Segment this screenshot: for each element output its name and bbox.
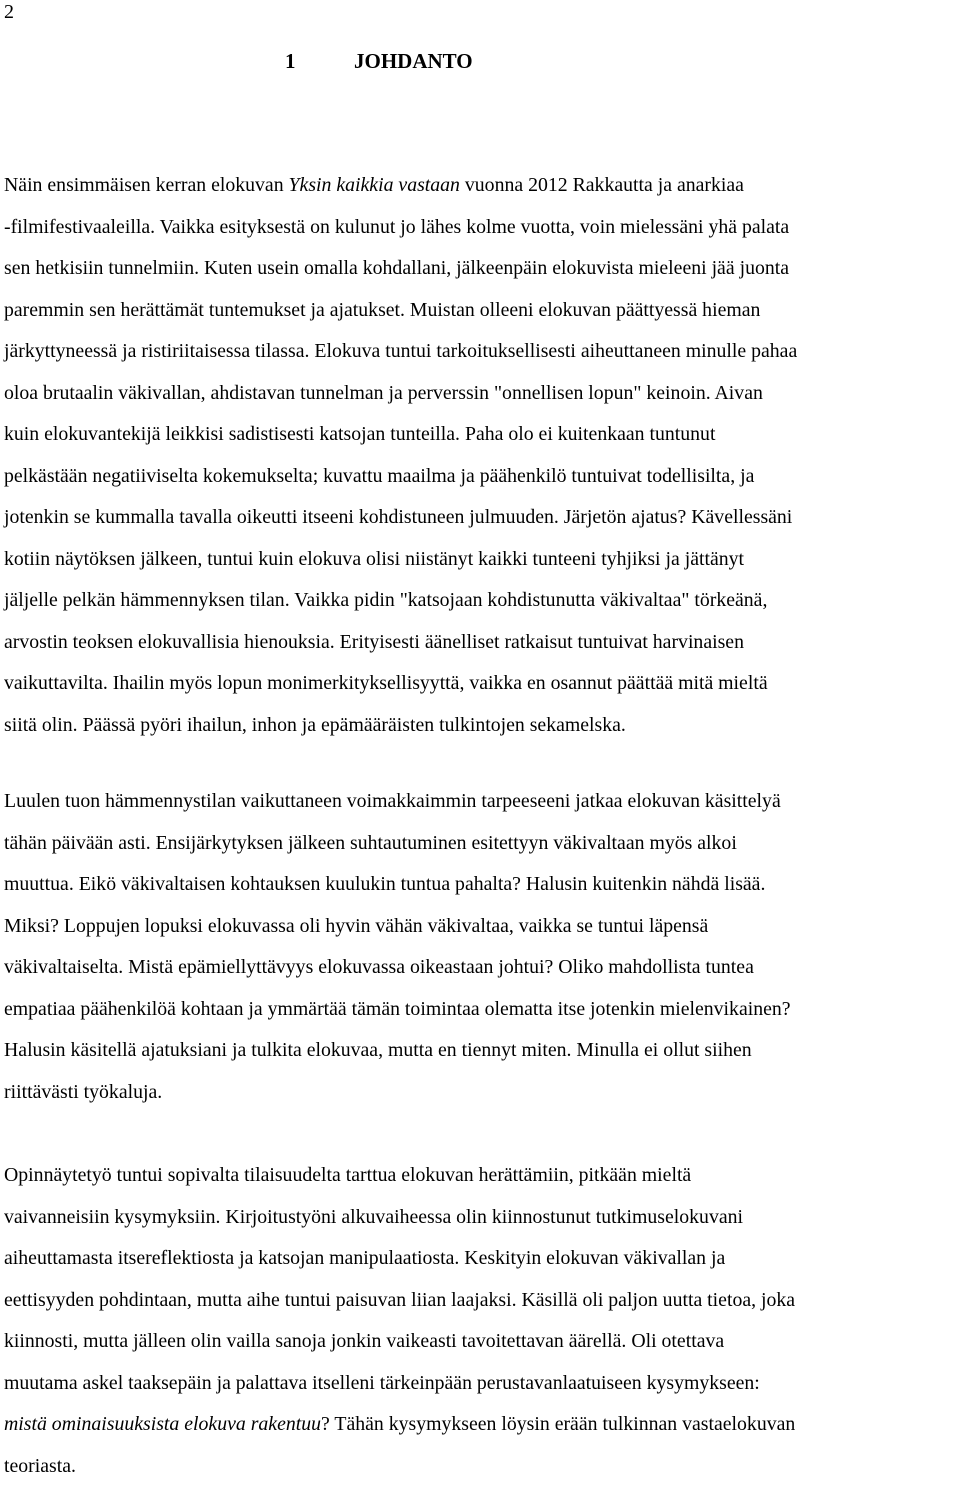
text-line (4, 1238, 960, 1280)
text-run: Näin ensimmäisen kerran elokuvan (4, 174, 289, 196)
text-run: jotenkin se kummalla tavalla oikeutti itseeni kohdistuneen julmuuden. Järjetön ajatus? Kävellessäni (4, 506, 792, 528)
text-run: -filmifestivaaleilla. Vaikka esityksestä on kulunut jo lähes kolme vuotta, voin mielessäni yhä palata (4, 216, 789, 238)
text-line (4, 1404, 960, 1446)
text-line (4, 207, 960, 249)
text-line (4, 290, 960, 332)
text-run: kiinnosti, mutta jälleen olin vailla sanoja jonkin vaikeasti tavoitettavan äärellä. Oli otettava (4, 1330, 724, 1352)
text-line (4, 781, 960, 823)
text-run: aiheuttamasta itsereflektiosta ja katsojan manipulaatiosta. Keskityin elokuvan väkivallan ja (4, 1247, 725, 1269)
text-line (4, 456, 960, 498)
text-run: muutama askel taaksepäin ja palattava itselleni tärkeinpään perustavanlaatuiseen kysymykseen: (4, 1372, 760, 1394)
text-run: Miksi? Loppujen lopuksi elokuvassa oli hyvin vähän väkivaltaa, vaikka se tuntui läpensä (4, 915, 708, 937)
text-line (4, 1321, 960, 1363)
text-line (4, 497, 960, 539)
text-run: arvostin teoksen elokuvallisia hienouksia. Erityisesti äänelliset ratkaisut tuntuivat harvinaisen (4, 631, 744, 653)
text-run: jäljelle pelkän hämmennyksen tilan. Vaikka pidin "katsojaan kohdistunutta väkivaltaa" törkeänä, (4, 589, 767, 611)
chapter-number: 1 (285, 48, 296, 74)
text-line (4, 1030, 960, 1072)
text-line (4, 1197, 960, 1239)
italic-text: mistä ominaisuuksista elokuva rakentuu (4, 1413, 321, 1435)
text-run: kotiin näytöksen jälkeen, tuntui kuin elokuva olisi niistänyt kaikki tunteeni tyhjiksi ja jättänyt (4, 548, 744, 570)
text-run: väkivaltaiselta. Mistä epämiellyttävyys elokuvassa oikeastaan johtui? Oliko mahdollista tuntea (4, 956, 754, 978)
text-run: kuin elokuvantekijä leikkisi sadistisesti katsojan tunteilla. Paha olo ei kuitenkaan tuntunut (4, 423, 715, 445)
page-number: 2 (4, 0, 14, 24)
text-line (4, 663, 960, 705)
text-run: vaivanneisiin kysymyksiin. Kirjoitustyöni alkuvaiheessa olin kiinnostunut tutkimuselokuvani (4, 1206, 743, 1228)
text-line (4, 331, 960, 373)
text-run: pelkästään negatiiviselta kokemukselta; kuvattu maailma ja päähenkilö tuntuivat todellisilta, ja (4, 465, 754, 487)
text-line (4, 539, 960, 581)
text-line (4, 947, 960, 989)
paragraph-3 (4, 1155, 960, 1487)
text-run: teoriasta. (4, 1455, 76, 1477)
text-run: sen hetkisiin tunnelmiin. Kuten usein omalla kohdallani, jälkeenpäin elokuvista mieleeni jää juonta (4, 257, 789, 279)
chapter-title: JOHDANTO (354, 48, 473, 74)
text-line (4, 622, 960, 664)
text-line (4, 580, 960, 622)
text-run: oloa brutaalin väkivallan, ahdistavan tunnelman ja perverssin "onnellisen lopun" keinoin. Aivan (4, 382, 763, 404)
text-run: Halusin käsitellä ajatuksiani ja tulkita elokuvaa, mutta en tiennyt miten. Minulla ei ollut siihen (4, 1039, 752, 1061)
text-run: eettisyyden pohdintaan, mutta aihe tuntui paisuvan liian laajaksi. Käsillä oli paljon uutta tietoa, joka (4, 1289, 795, 1311)
text-line (4, 823, 960, 865)
text-line (4, 1072, 960, 1114)
text-line (4, 705, 960, 747)
text-line (4, 906, 960, 948)
text-run: tähän päivään asti. Ensijärkytyksen jälkeen suhtautuminen esitettyyn väkivaltaan myös alkoi (4, 832, 737, 854)
text-run: vuonna 2012 Rakkautta ja anarkiaa (460, 174, 744, 196)
text-line (4, 1363, 960, 1405)
paragraph-2 (4, 781, 960, 1113)
text-run: ? Tähän kysymykseen löysin erään tulkinnan vastaelokuvan (321, 1413, 795, 1435)
text-line (4, 414, 960, 456)
text-run: riittävästi työkaluja. (4, 1081, 162, 1103)
text-line (4, 1280, 960, 1322)
text-run: järkyttyneessä ja ristiriitaisessa tilassa. Elokuva tuntui tarkoituksellisesti aiheuttaneen minulle pahaa (4, 340, 797, 362)
text-run: Luulen tuon hämmennystilan vaikuttaneen voimakkaimmin tarpeeseeni jatkaa elokuvan käsittelyä (4, 790, 781, 812)
text-line (4, 864, 960, 906)
text-run: paremmin sen herättämät tuntemukset ja ajatukset. Muistan olleeni elokuvan päättyessä hieman (4, 299, 760, 321)
text-run: vaikuttavilta. Ihailin myös lopun monimerkityksellisyyttä, vaikka en osannut päättää mitä mieltä (4, 672, 768, 694)
text-line (4, 248, 960, 290)
text-run: Opinnäytetyö tuntui sopivalta tilaisuudelta tarttua elokuvan herättämiin, pitkään mieltä (4, 1164, 691, 1186)
text-line (4, 1446, 960, 1487)
text-line (4, 165, 960, 207)
paragraph-1 (4, 165, 960, 746)
text-line (4, 989, 960, 1031)
text-run: empatiaa päähenkilöä kohtaan ja ymmärtää tämän toimintaa olematta itse jotenkin mielenvikainen? (4, 998, 791, 1020)
text-run: siitä olin. Päässä pyöri ihailun, inhon ja epämääräisten tulkintojen sekamelska. (4, 714, 626, 736)
italic-text: Yksin kaikkia vastaan (289, 174, 460, 196)
text-line (4, 373, 960, 415)
text-run: muuttua. Eikö väkivaltaisen kohtauksen kuulukin tuntua pahalta? Halusin kuitenkin nähdä lisää. (4, 873, 765, 895)
text-line (4, 1155, 960, 1197)
